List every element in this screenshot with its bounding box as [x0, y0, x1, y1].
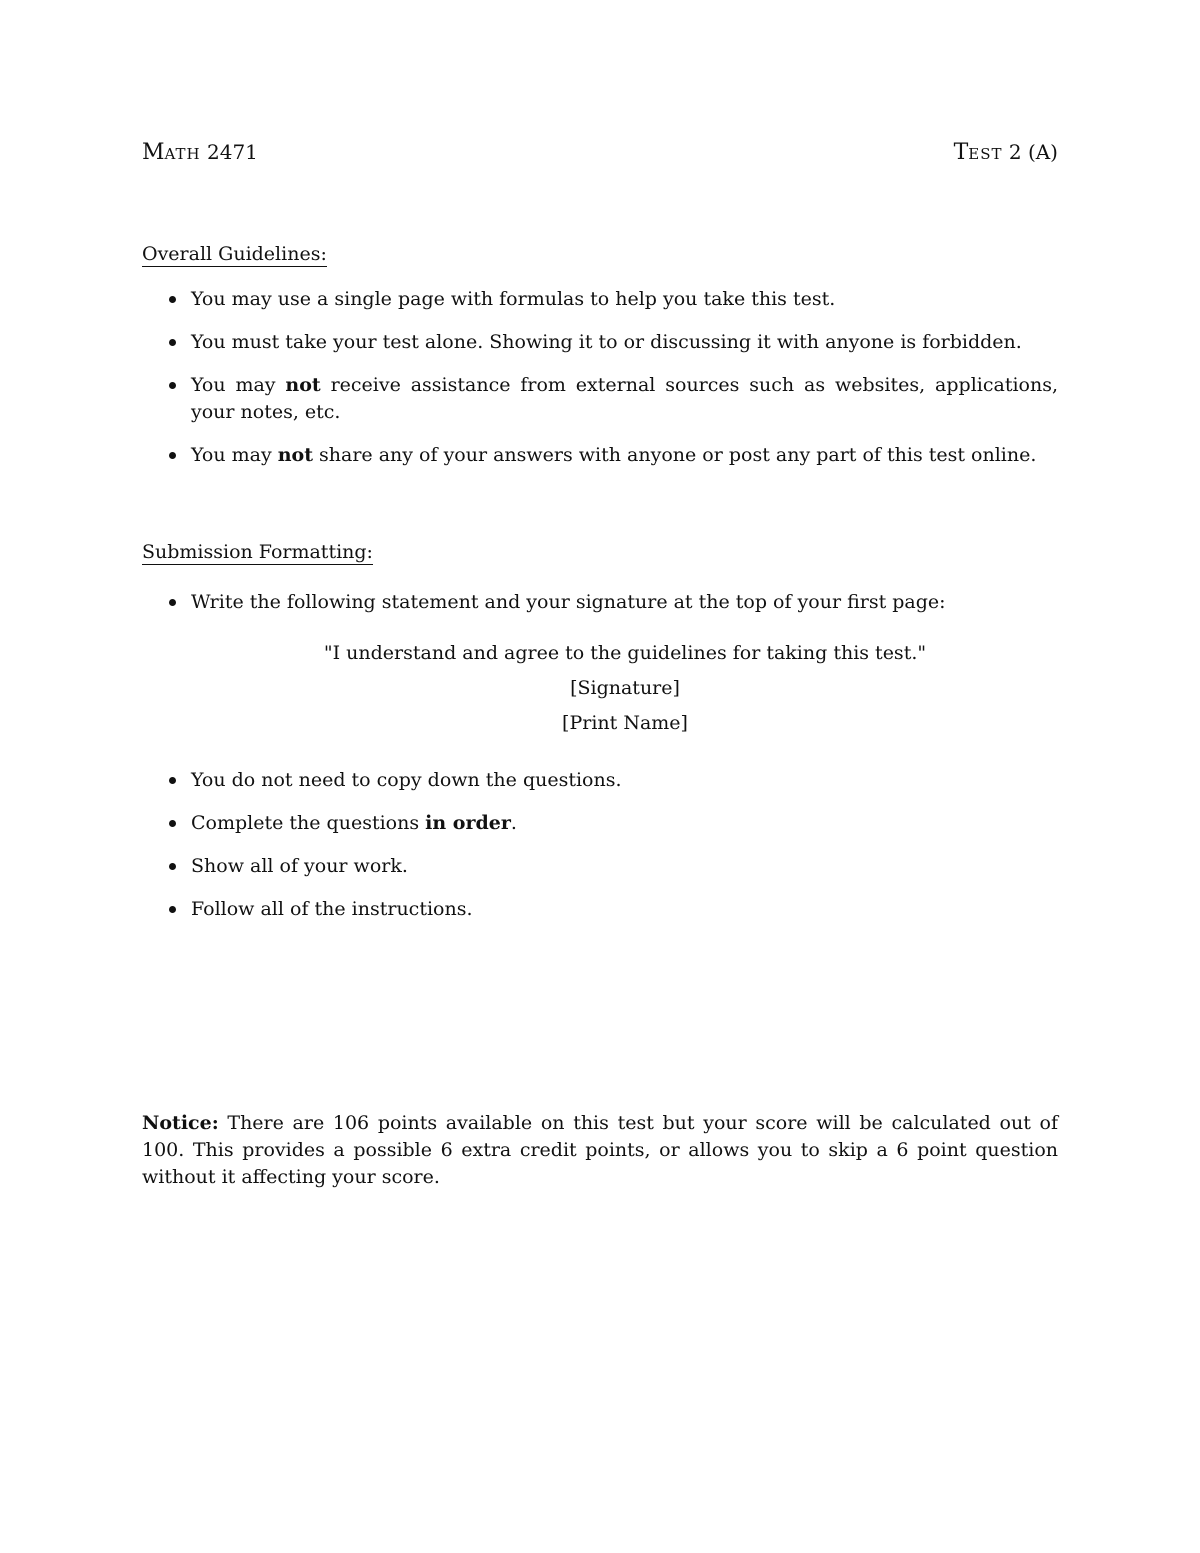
emphasis-in-order: in order [425, 812, 511, 834]
print-name-placeholder: [Print Name] [562, 712, 688, 734]
list-item [142, 329, 1058, 356]
bullet-icon [169, 339, 176, 346]
bullet-icon [169, 382, 176, 389]
notice-paragraph [142, 1110, 1058, 1191]
bullet-icon [169, 820, 176, 827]
guideline-text-pre: You may [191, 444, 278, 466]
emphasis-not: not [277, 444, 313, 466]
bullet-icon [169, 906, 176, 913]
submission-title: Submission Formatting: [142, 541, 373, 563]
bullet-icon [169, 296, 176, 303]
signature-placeholder: [Signature] [570, 677, 680, 699]
submission-text: Follow all of the instructions. [191, 898, 473, 920]
submission-instruction: Write the following statement and your signature at the top of your first page: [191, 591, 946, 613]
course-name: MATH 2471 [142, 140, 258, 165]
list-item [142, 286, 1058, 313]
list-item [142, 442, 1058, 469]
bullet-icon [169, 599, 176, 606]
list-item [142, 853, 1058, 880]
statement-text: "I understand and agree to the guidelines for taking this test." [323, 642, 927, 664]
guideline-text-post: share any of your answers with anyone or post any part of this test online. [313, 444, 1037, 466]
guideline-text: You must take your test alone. Showing it to or discussing it with anyone is forbidden. [191, 331, 1022, 353]
guideline-text-pre: You may [191, 374, 286, 396]
submission-text-pre: Complete the questions [191, 812, 426, 834]
bullet-icon [169, 777, 176, 784]
guideline-text: You may use a single page with formulas to help you take this test. [191, 288, 836, 310]
list-item [142, 372, 1058, 426]
guidelines-list [142, 286, 1058, 469]
test-name: TEST 2 (A) [953, 140, 1058, 165]
list-item [142, 810, 1058, 837]
guideline-text-post: receive assistance from external sources such as websites, applications, your notes, etc. [191, 374, 1058, 423]
emphasis-not: not [285, 374, 321, 396]
list-item [142, 589, 1058, 616]
guidelines-title: Overall Guidelines: [142, 243, 327, 265]
list-item [142, 896, 1058, 923]
submission-text: Show all of your work. [191, 855, 408, 877]
submission-list [142, 767, 1058, 923]
notice-text: There are 106 points available on this test but your score will be calculated out of 100. This provides a possible 6 extra credit points, or allows you to skip a 6 point question without it affecting your score. [142, 1112, 1058, 1188]
bullet-icon [169, 863, 176, 870]
notice-label: Notice: [142, 1112, 219, 1134]
submission-text-post: . [510, 812, 517, 834]
bullet-icon [169, 452, 176, 459]
submission-first-list [142, 589, 1058, 616]
submission-text: You do not need to copy down the questions. [191, 769, 622, 791]
list-item [142, 767, 1058, 794]
page-header [142, 140, 1058, 165]
